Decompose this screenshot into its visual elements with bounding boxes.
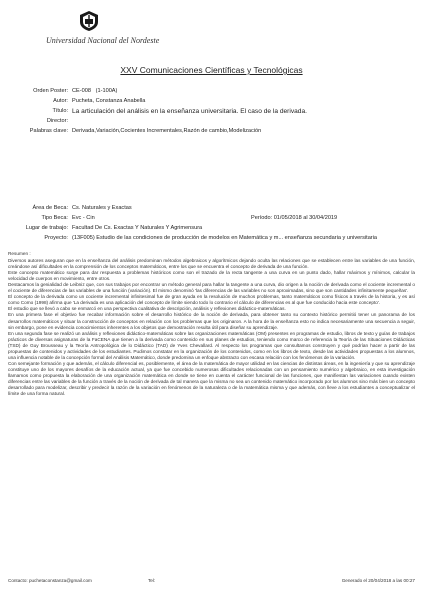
- footer-tel: Tel:: [148, 578, 156, 583]
- period: Período: 01/05/2018 al 30/04/2019: [251, 215, 338, 221]
- resumen-paragraph: El concepto de la derivada como un cociente incremental infinitesimal fue de gran ayuda en la resolución de muchos problemas, tanto matemáticos como físicos a través de la historia, y es así como Como (1998) afirma que 'La derivada es una aplicación del concepto de límite siendo todo lo contrario el cálculo de diferencias es al que fue conducido hacia este concepto'.: [8, 294, 415, 306]
- university-name: Universidad Nacional del Nordeste: [46, 36, 160, 45]
- resumen-paragraph: En una primera fase el objetivo fue recabar información sobre el desarrollo histórico de la noción de derivada, para obtener tanto su contexto histórico permitió tener un panorama de los desarrollos matemáticos y situar la construcción de conceptos en relación con los problemas que los originaron. A la hora de la enseñanza esto no indica necesariamente una secuencia a seguir, sin embargo, pone en evidencia conocimientos inherentes a los objetos que demostración resulta útil para diseñar su aprendizaje.: [8, 312, 415, 330]
- document-page: Universidad Nacional del Nordeste XXV Comunicaciones Científicas y Tecnológicas Orden Poster: CE-008 (1-100A) Autor: Pucheta, Constanza Anabella Título: La articulación del análisis en la enseñanza universitaria. El caso de la derivada. Director: Palabras clave: Derivada,Variación,Cocientes Incrementales,Razón de cambio,Modelización Área de Beca: Cs. Naturales y Exactas Tipo Beca: Evc - Cin Período: 01/05/2018 al 30/04/2019 Lugar de trabajo: Facultad De Cs. Exactas Y Naturales Y Agrimensura Proyecto: (13F005) Estudio de las condiciones de producción de modelos en Matemática y m... enseñanza secundaria y universitaria Resumen : Diversos autores aseguran que en la enseñanza del análisis predominan métodos algebraicos y algorítmicos dejando oculta las relaciones que se establecen entre las variables de una función, creándose así dificultades en la comprensión de los conceptos matemáticos, entre los que se encuentra el concepto de derivada de una función. Este concepto matemático surge para dar respuesta a problemas históricos como son el trazado de la recta tangente a una curva en un punto dado, hallar máximos y mínimos, calcular la velocidad de cuerpos en movimiento, entre otros. Destacamos la genialidad de Leibniz que, con sus trabajos por encontrar un método general para hallar la tangente a una curva, dio origen a la noción de derivada como el cociente incremental o el cociente de diferencias de las variables de una función (variación). El mismo denominó 'las diferencias de las variables no son aproximadas, sino que son cantidades infinitamente pequeñas'. El concepto de la derivada como un cociente incremental infinitesimal fue de gran ayuda en la resolución de muchos problemas, tanto matemáticos como físicos a través de la historia, y es así como Como (1998) afirma que 'La derivada es una aplicación del concepto de límite siendo todo lo contrario el cálculo de diferencias es al que fue conducido hacia este concepto'. El estudio que se llevó a cabo se enmarcó en una perspectiva cualitativa de descripción, análisis y reflexiones didáctico-matemáticas. En una primera fase el objetivo fue recabar información sobre el desarrollo histórico de la noción de derivada, para obtener tanto su contexto histórico permitió tener un panorama de los desarrollos matemáticos y situar la construcción de conceptos en relación con los problemas que los originaron. A la hora de la enseñanza esto no indica necesariamente una secuencia a seguir, sin embargo, pone en evidencia conocimientos inherentes a los objetos que demostración resulta útil para diseñar su aprendizaje. En una segunda fase se realizó un análisis y reflexiones didáctico-matemáticas sobre las organizaciones matemáticas (OM) presentes en programas de estudio, libros de texto y guías de trabajos prácticos de diversas asignaturas de la FaCENA que tienen a la derivada como contenido en sus planes de estudios, teniendo como marco de referencia la Teoría de las Situaciones Didácticas (TSD) de Guy Brousseau y la Teoría Antropológica de lo Didáctico (TAD) de Yves Chevallard. Al respecto los programas que consultamos construyen y qué podrían hacer a partir de las propuestas de contenidos y actividades de los estudiantes. Pudimos constatar en la organización de los contenidos, como en los libros de texto, desde las actividades propuestas a los alumnos, una influencia notable de la concepción formal del Análisis Matemático, donde predomina un enfoque abstracto con escasa relación con los fenómenos de la variación. Con semejante formación y que además, el cálculo diferencial es, posiblemente, el área de la matemática de mayor utilidad en las ciencias de distintas áreas, en la ingeniería y que su aprendizaje constituye uno de los mayores desafíos de la educación actual, ya que fue concebido numerosas dificultades relacionadas con un pensamiento numérico y algebraico, en esta investigación llamamos como propuesta la elaboración de una organización matemática en donde se tiene en cuenta el carácter funcional de las funciones, que manifiestan las variaciones cuando existen diferencias entre las variables de la función a través de la noción de derivada de tal manera que la misma no sea un contenido matemático incorporado por los alumnos sino más bien un concepto desarrollado para modelizar, describir y predecir la razón de la variación en fenómenos de la naturaleza o de la matemática misma y que además, con lleve a los estudiantes a conceptualizar el límite de una forma natural. Contacto: puchetaconstanza@gmail.com Tel: Generado el 20/04/2018 a las 00:27: [0, 0, 423, 600]
- resumen-paragraph: El estudio que se llevó a cabo se enmarcó en una perspectiva cualitativa de descripción, análisis y reflexiones didáctico-matemáticas.: [8, 306, 286, 312]
- resumen-paragraph: Diversos autores aseguran que en la enseñanza del análisis predominan métodos algebraicos y algorítmicos dejando oculta las relaciones que se establecen entre las variables de una función, creándose así dificultades en la comprensión de los conceptos matemáticos, entre los que se encuentra el concepto de derivada de una función.: [8, 258, 415, 270]
- resumen-paragraph: En una segunda fase se realizó un análisis y reflexiones didáctico-matemáticas sobre las organizaciones matemáticas (OM) presentes en programas de estudio, libros de texto y guías de trabajos prácticos de diversas asignaturas de la FaCENA que tienen a la derivada como contenido en sus planes de estudios, teniendo como marco de referencia la Teoría de las Situaciones Didácticas (TSD) de Guy Brousseau y la Teoría Antropológica de lo Didáctico (TAD) de Yves Chevallard. Al respecto los programas que consultamos construyen y qué podrían hacer a partir de las propuestas de contenidos y actividades de los estudiantes. Pudimos constatar en la organización de los contenidos, como en los libros de texto, desde las actividades propuestas a los alumnos, una influencia notable de la concepción formal del Análisis Matemático, donde predomina un enfoque abstracto con escasa relación con los fenómenos de la variación.: [8, 330, 415, 360]
- resumen-heading: Resumen :: [8, 251, 31, 256]
- resumen-paragraph: Con semejante formación y que además, el cálculo diferencial es, posiblemente, el área de la matemática de mayor utilidad en las ciencias de distintas áreas, en la ingeniería y que su aprendizaje constituye uno de los mayores desafíos de la educación actual, ya que fue concebido numerosas dificultades relacionadas con un pensamiento numérico y algebraico, en esta investigación llamamos como propuesta la elaboración de una organización matemática en donde se tiene en cuenta el carácter funcional de las funciones, que manifiestan las variaciones cuando existen diferencias entre las variables de la función a través de la noción de derivada de tal manera que la misma no sea un contenido matemático incorporado por los alumnos sino más bien un concepto desarrollado para modelizar, describir y predecir la razón de la variación en fenómenos de la naturaleza o de la matemática misma y que además, con lleve a los estudiantes a conceptualizar el límite de una forma natural.: [8, 360, 415, 397]
- university-crest-icon: [78, 10, 100, 32]
- resumen-paragraph: Este concepto matemático surge para dar respuesta a problemas históricos como son el trazado de la recta tangente a una curva en un punto dado, hallar máximos y mínimos, calcular la velocidad de cuerpos en movimiento, entre otros.: [8, 270, 415, 282]
- resumen-paragraph: Destacamos la genialidad de Leibniz que, con sus trabajos por encontrar un método general para hallar la tangente a una curva, dio origen a la noción de derivada como el cociente incremental o el cociente de diferencias de las variables de una función (variación). El mismo denominó 'las diferencias de las variables no son aproximadas, sino que son cantidades infinitamente pequeñas'.: [8, 282, 415, 294]
- event-title: XXV Comunicaciones Científicas y Tecnológicas: [120, 65, 303, 75]
- footer-generated: Generado el 20/04/2018 a las 00:27: [341, 578, 415, 583]
- resumen: [8, 251, 415, 397]
- footer-contact: Contacto: puchetaconstanza@gmail.com: [8, 578, 92, 583]
